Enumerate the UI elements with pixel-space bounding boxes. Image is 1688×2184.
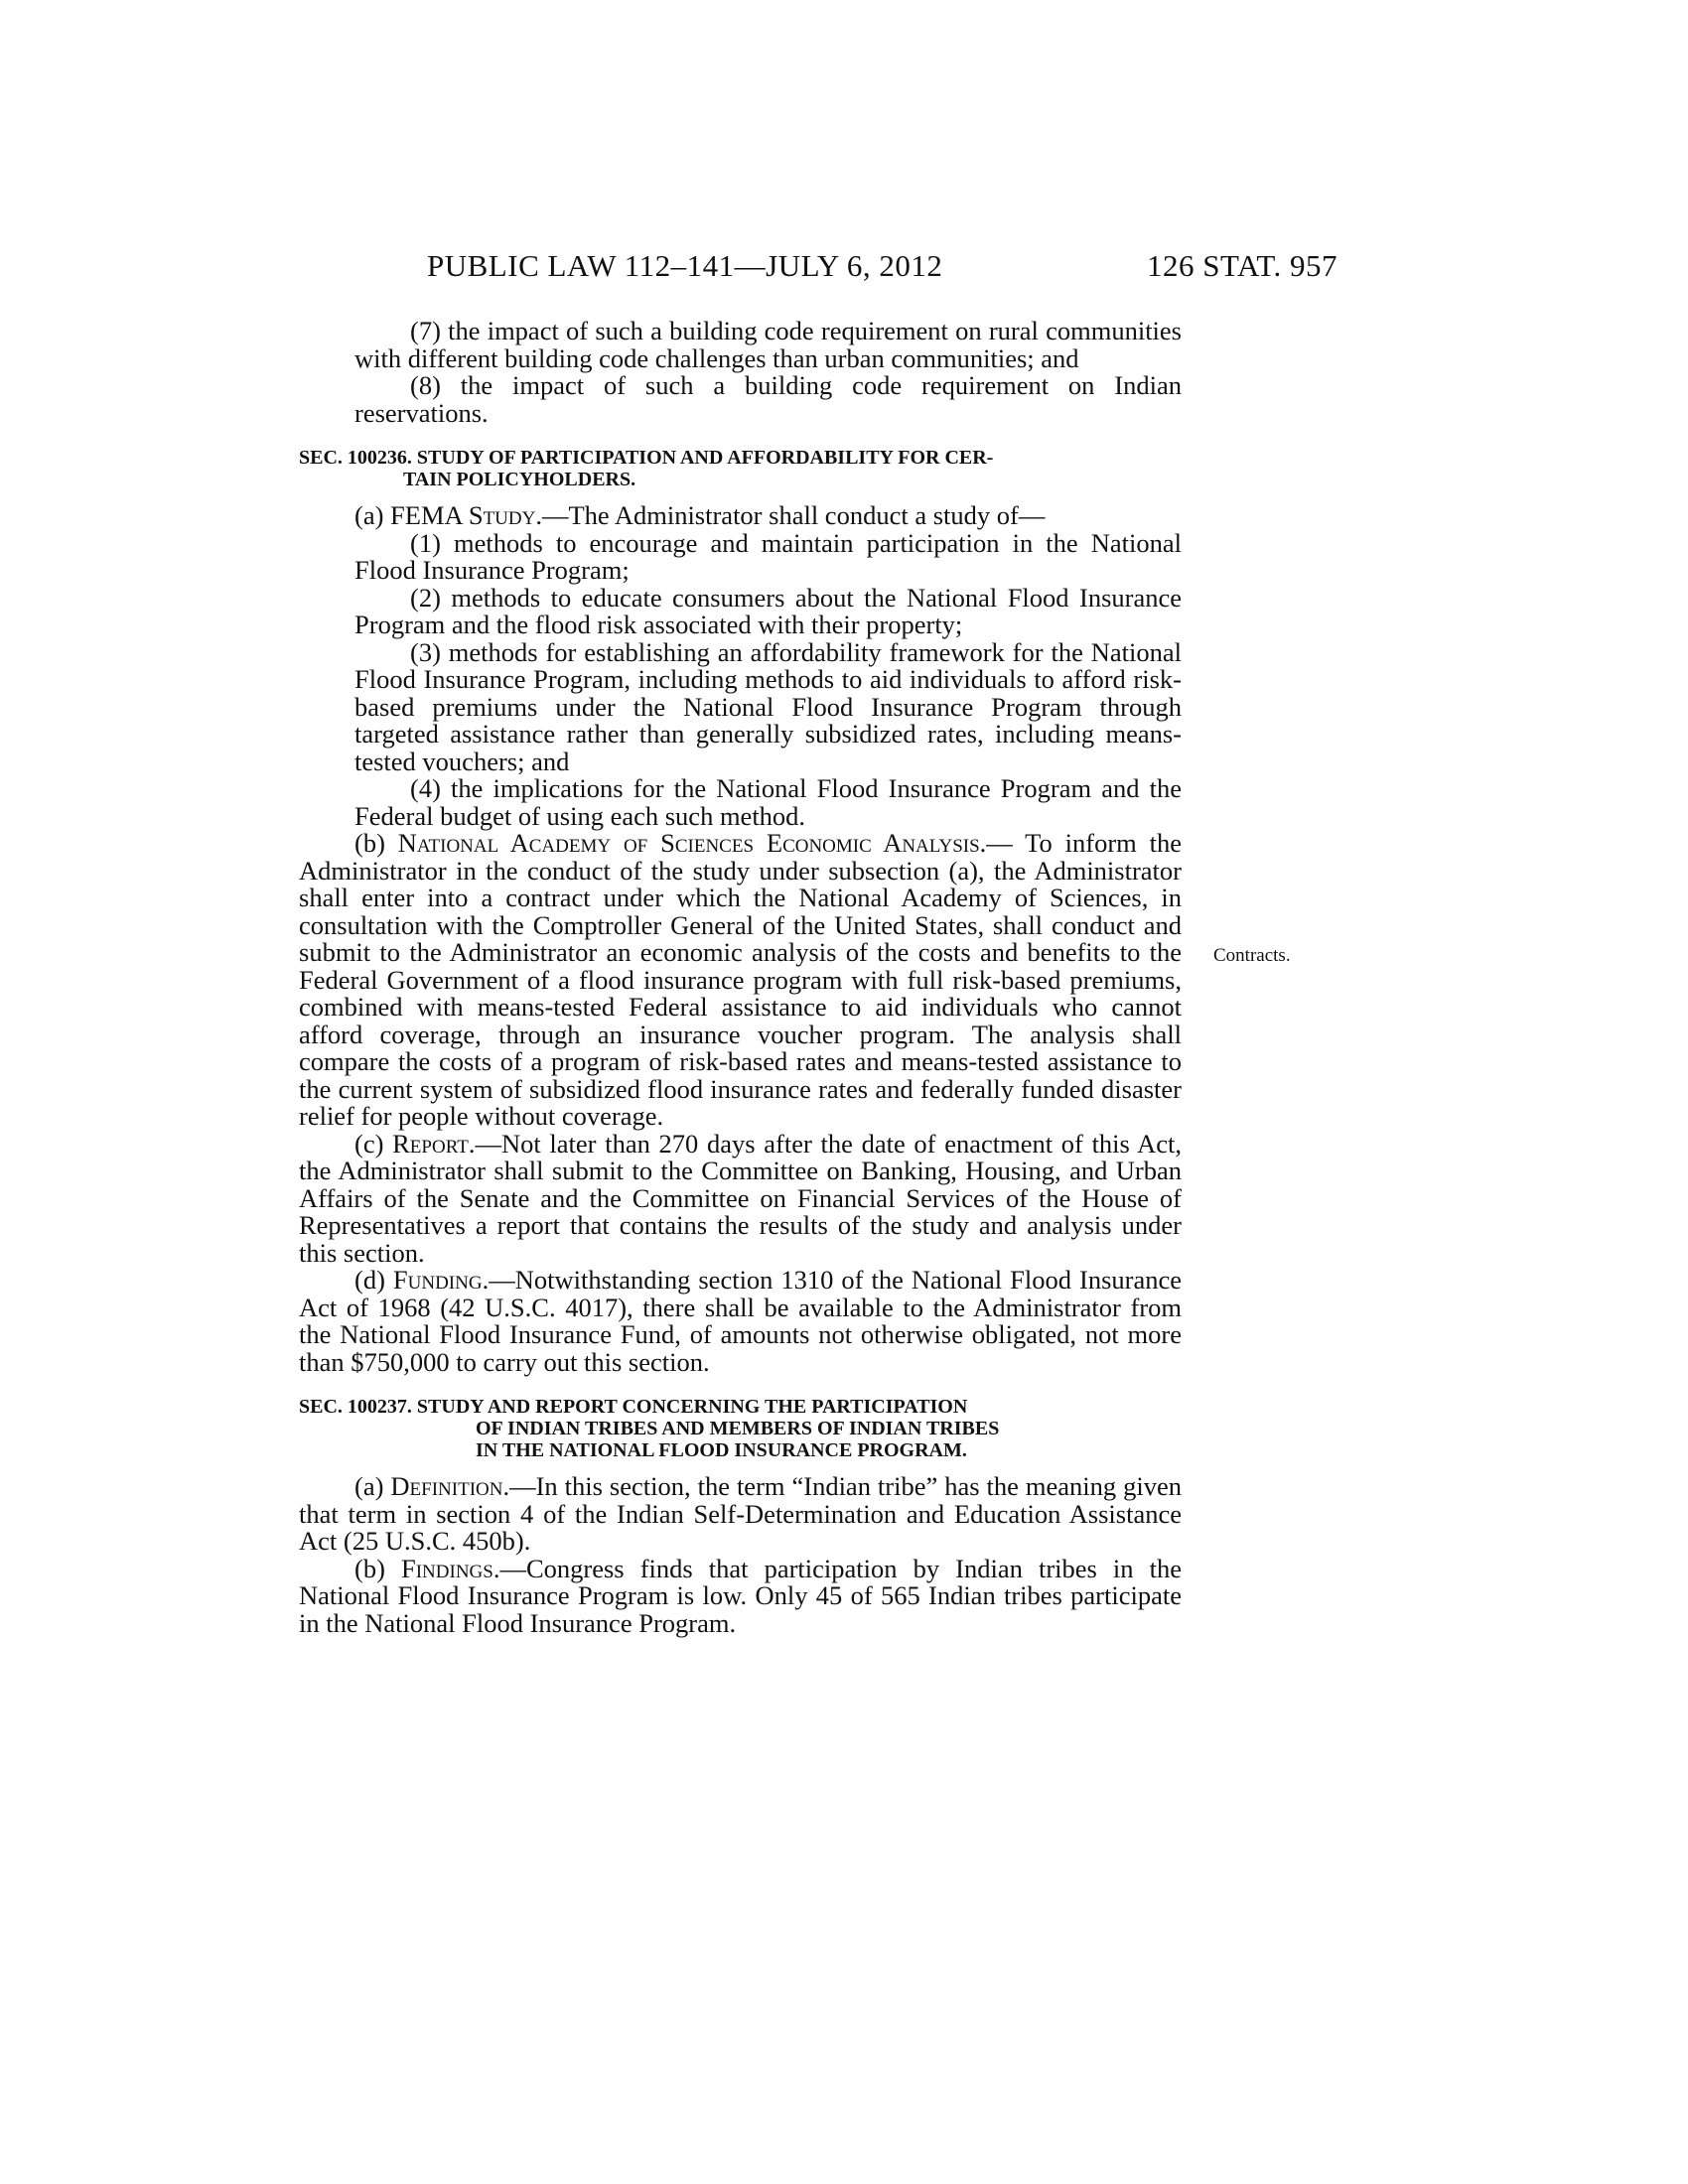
subsection-text: .—In this section, the term “Indian tribe” has the meaning given that term in section 4 of the Indian Self-Determination and Education Assistance Act (25 U.S.C. 450b). [299,1471,1183,1556]
subsection-text: .—Congress finds that participation by Indian tribes in the National Flood Insurance Program is low. Only 45 of 565 Indian tribes participate in the National Flood Insurance Program. [299,1553,1182,1638]
section-heading-line: OF INDIAN TRIBES AND MEMBERS OF INDIAN TRIBES [476,1418,1000,1439]
subsection-caption: Findings [400,1553,493,1583]
paragraph-item-2: (2) methods to educate consumers about the National Flood Insurance Program and the flood risk associated with their property; [354,582,1182,639]
subsection-text: .—The Administrator shall conduct a study of— [535,500,1046,530]
page-header-title: PUBLIC LAW 112–141—JULY 6, 2012 [427,248,943,283]
subsection-text: .— To inform the Administrator in the conduct of the study under subsection (a), the Administrator shall enter into a contract under which the National Academy of Sciences, in consultation with the Comptroller General of the United States, shall conduct and submit to the Administrator an economic analysis of the costs and benefits to the Federal Government of a flood insurance program with full risk-based premiums, combined with means-tested Federal assistance to aid individuals who cannot afford coverage, through an insurance voucher program. The analysis shall compare the costs of a program of risk-based rates and means-tested assistance to the current system of subsidized flood insurance rates and federally funded disaster relief for people without coverage. [299,828,1182,1131]
subsection-label: (d) [354,1265,393,1295]
subsection-label: (b) [354,1553,401,1583]
section-heading-100236 [299,447,1182,490]
subsection-b-findings [299,1553,1182,1638]
paragraph-item-7: (7) the impact of such a building code requirement on rural communities with different building code challenges than urban communities; and [354,316,1182,373]
subsection-text: .—Not later than 270 days after the date of enactment of this Act, the Administrator shall submit to the Committee on Banking, Housing, and Urban Affairs of the Senate and the Committee on Financial Services of the House of Representatives a report that contains the results of the study and analysis under this section. [299,1128,1182,1268]
subsection-d-funding [299,1267,1182,1376]
document-body [299,318,1182,1637]
subsection-caption: Definition [390,1471,503,1501]
paragraph-item-1: (1) methods to encourage and maintain participation in the National Flood Insurance Program; [354,527,1182,585]
section-heading-100237 [299,1396,1182,1461]
subsection-b-nas-analysis [299,830,1182,1131]
subsection-caption: Funding [392,1265,483,1295]
subsection-label: (b) [354,828,398,858]
subsection-caption: FEMA Study [390,500,536,530]
subsection-label: (a) [354,1471,391,1501]
paragraph-item-3: (3) methods for establishing an affordability framework for the National Flood Insurance Program, including methods to aid individuals to afford risk-based premiums under the National Flood Insurance Program through targeted assistance rather than generally subsidized rates, including means-tested vouchers; and [354,636,1182,776]
subsection-text: .—Notwithstanding section 1310 of the National Flood Insurance Act of 1968 (42 U.S.C. 4017), there shall be available to the Administrator from the National Flood Insurance Fund, of amounts not otherwise obligated, not more than $750,000 to carry out this section. [299,1265,1182,1377]
subsection-label: (a) [354,500,391,530]
paragraph-item-8: (8) the impact of such a building code requirement on Indian reservations. [354,370,1182,428]
margin-note-contracts: Contracts. [1213,945,1291,966]
subsection-a-definition [299,1473,1182,1556]
subsection-caption: Report [392,1128,469,1159]
page-header-stat: 126 STAT. 957 [1147,248,1338,283]
paragraph-item-4: (4) the implications for the National Flood Insurance Program and the Federal budget of using each such method. [354,773,1182,831]
subsection-a-fema-study [299,502,1182,530]
section-heading-line: TAIN POLICYHOLDERS. [403,469,636,490]
section-heading-line: IN THE NATIONAL FLOOD INSURANCE PROGRAM. [476,1439,967,1461]
subsection-caption: National Academy of Sciences Economic Analysis [397,828,980,858]
subsection-c-report [299,1128,1182,1268]
section-heading-line: SEC. 100236. STUDY OF PARTICIPATION AND AFFORDABILITY FOR CER- [299,447,994,469]
subsection-label: (c) [354,1128,393,1159]
section-heading-line: SEC. 100237. STUDY AND REPORT CONCERNING THE PARTICIPATION [299,1396,968,1418]
running-header [0,248,1688,288]
